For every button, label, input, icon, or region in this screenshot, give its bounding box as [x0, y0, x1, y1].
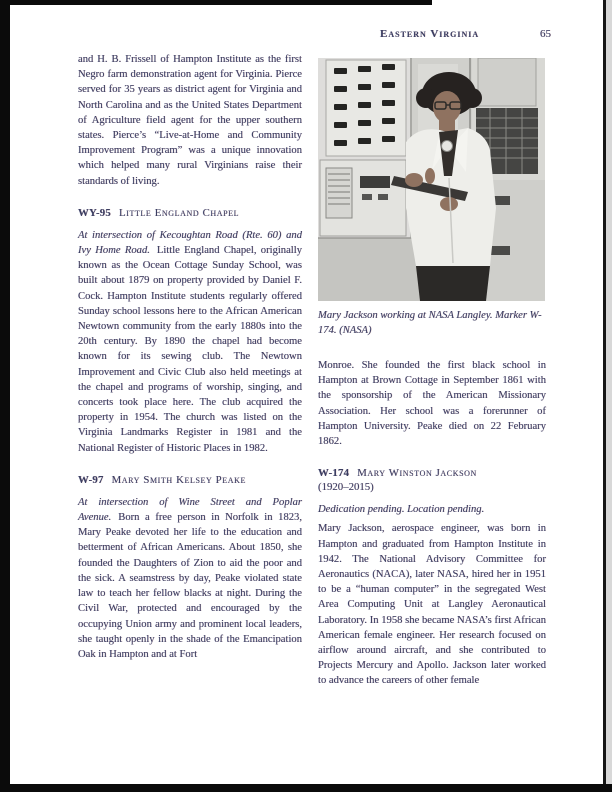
entry-body: Born a free person in Norfolk in 1823, Mary Peake devoted her life to the education and betterment of African Americans. About 1850, she founded the Daughters of Zion to aid the poor and the sick. A seamstress by day, Peake violated state law to teach her fellow blacks at night. During the Civil War, protected and encouraged by the occupying Union army and prominent local leaders, she taught openly in the shade of the Emancipation Oak in Hampton and at Fort — [78, 512, 302, 660]
marker-entry-wy95 — [78, 206, 302, 456]
intro-paragraph: and H. B. Frissell of Hampton Institute as the first Negro farm demonstration agent for Virginia. Pierce served for 35 years as district agent for Virginia and North Carolina and as the United States Department of Agriculture field agent for the upper southern states. Pierce’s “Live-at-Home and Community Improvement Program” was a unique innovation which helped many rural Virginians raise their standards of living. — [78, 54, 302, 187]
marker-title: Mary Winston Jackson — [357, 467, 477, 480]
entry-heading — [78, 206, 302, 220]
marker-title: Little England Chapel — [119, 206, 240, 219]
left-column — [78, 52, 302, 662]
continuation-paragraph: Monroe. She founded the first black school in Hampton at Brown Cottage in September 1861 with the sponsorship of the American Missionary Association. Her school was a forerunner of Hampton University. Peake died on 22 February 1862. — [318, 360, 546, 448]
section-title: Eastern Virginia — [380, 28, 480, 40]
scan-edge-right — [606, 0, 612, 792]
marker-entry-w97 — [78, 473, 302, 662]
entry-paragraph — [318, 502, 546, 688]
marker-id: W-174 — [318, 467, 350, 480]
photo-caption: Mary Jackson working at NASA Langley. Marker W-174. (NASA) — [318, 310, 542, 336]
scan-border-right — [603, 0, 606, 792]
page-number: 65 — [540, 28, 551, 40]
entry-body: Little England Chapel, originally known as the Ocean Cottage Sunday School, was built about 1879 on property provided by Daniel F. Cock. Hampton Institute students regularly offered Sunday school lessons here to the African American Newtown community from the early 1880s into the 20th century. By 1890 the chapel had become known for its sewing club. The Newtown Improvement and Civic Club also held meetings at the chapel and programs of worship, singing, and concerts took place here. The club acquired the property in 1954. The church was listed on the Virginia Landmarks Register in 1981 and the National Register of Historic Places in 1982. — [78, 245, 302, 454]
scan-border-left — [0, 0, 10, 792]
marker-title: Mary Smith Kelsey Peake — [111, 473, 247, 486]
mary-jackson-photo — [318, 58, 545, 301]
marker-id: W-97 — [78, 473, 104, 486]
entry-body: Mary Jackson, aerospace engineer, was born in Hampton and graduated from Hampton Institute in 1942. The National Advisory Committee for Aeronautics (NACA), later NASA, hired her in 1951 to be a “human computer” in the segregated West Area Computing Unit at Langley Aeronautical Laboratory. In 1958 she became NASA’s first African American female engineer. Her research focused on airflow around aircraft, and she contributed to Projects Mercury and Apollo. Jackson later worked to advance the careers of other female — [318, 523, 546, 687]
marker-location: Dedication pending. Location pending. — [318, 504, 485, 516]
marker-location: At intersection of Kecoughtan Road (Rte. 60) and Ivy Home Road. — [78, 229, 302, 257]
marker-id: WY-95 — [78, 206, 111, 219]
entry-heading — [78, 473, 302, 487]
marker-dates: (1920–2015) — [318, 481, 374, 494]
marker-location: At intersection of Wine Street and Poplar Avenue. — [78, 496, 302, 524]
scan-border-top — [0, 0, 432, 5]
entry-heading — [318, 466, 546, 494]
entry-paragraph — [78, 228, 302, 456]
scan-border-bottom — [0, 784, 612, 792]
marker-entry-w174 — [318, 466, 546, 688]
entry-paragraph — [78, 495, 302, 662]
right-column — [318, 52, 546, 689]
marker-photo-figure — [318, 58, 546, 338]
